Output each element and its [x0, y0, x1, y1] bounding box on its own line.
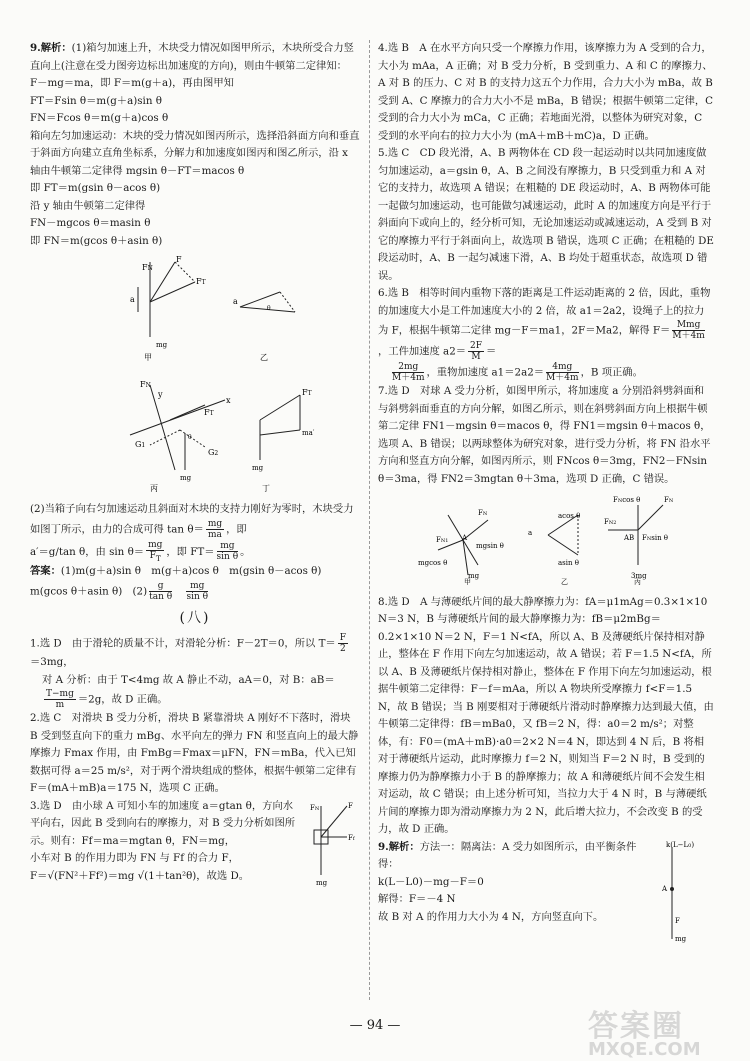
q9-right-diagram — [644, 839, 714, 949]
watermark-logo — [588, 1001, 738, 1060]
svg-text:FN: FN — [478, 509, 488, 517]
q7-paragraph: 7.选 D 对球 A 受力分析，如图甲所示，将加速度 a 分别沿斜劈斜面和与斜劈斜面垂直的方向分解，如图乙所示，则在斜劈斜面方向上根据牛顿第二定律 FN1－mgsin θ＝macos θ，得 FN1＝mgsin θ＋macos θ，选项 A、B 错误；以两球整体为研究对象，进行受力分析，将 FN 沿水平方向和竖直方向分解，如图丙所示，则 FNcos θ＝3mg，FN2－FNsin θ＝3ma，得 FN2＝3mgtan θ＋3ma，选项 D 正确，C 错误。 — [378, 385, 711, 485]
svg-text:FN: FN — [142, 263, 153, 272]
q9-part2-text-c: ，即 FT＝ — [166, 545, 215, 558]
q6-text-1: 6.选 B 相等时间内重物下落的距离是工件运动距离的 2 倍，因此，重物的加速度大小是工件加速度大小的 2 倍，故 a1＝2a2，设绳子上的拉力为 F，根据牛顿第二定律 mg－F＝ma1，2F＝Ma2，解得 F＝ — [378, 287, 711, 337]
q9-line-7: 沿 y 轴由牛顿第二定律得 — [30, 199, 146, 212]
q6-text-2c: ，B 项正确。 — [580, 366, 643, 379]
watermark-line-1: 答案圈 — [588, 1009, 684, 1044]
q6-text-1b: ，工件加速度 a2＝ — [378, 345, 467, 358]
svg-text:FNsin θ: FNsin θ — [642, 534, 669, 542]
section-heading: (八) — [179, 609, 211, 626]
q3-paragraph: 3.选 D 由小球 A 可知小车的加速度 a＝gtan θ，方向水平向右，因此 B 受到向右的摩擦力，对 B 受力分析如图所示。则有：Ff＝ma＝mgtan θ，FN＝mg， — [30, 799, 296, 847]
svg-text:A: A — [662, 884, 668, 893]
svg-text:mg: mg — [675, 934, 687, 943]
q7-force-diagrams — [378, 490, 714, 585]
q9-right-line-3: 解得：F＝－4 N — [378, 893, 456, 905]
svg-text:FT: FT — [196, 277, 206, 286]
q8-paragraph: 8.选 D A 与薄硬纸片间的最大静摩擦力为：fA＝μ1mAg＝0.3×1×10 N＝3 N，B 与薄硬纸片间的最大静摩擦力为：fB＝μ2mBg＝0.2×1×10 N＝2 N，F＝1 N<fA，所以 A、B 及薄硬纸片保持相对静止，整体在 F 作用下向左匀加速运动，故 A 错误；若 F＝1.5 N<fA，所以 A、B 及薄硬纸片保持相对静止，整体在 F 作用下向左匀加速运动，根据牛顿第二定律得：F－f＝mAa，所以 A 物块所受摩擦力 f<F＝1.5 N，故 B 错误；当 B 刚要相对于薄硬纸片滑动时静摩擦力达到最大值，由牛顿第二定律得：fB＝mBa0，又 fB＝2 N，得：a0＝2 m/s²；对整体，有：F0＝(mA＋mB)·a0＝2×2 N＝4 N，即达到 4 N 后，B 将相对于薄硬纸片运动，此时摩擦力 f＝2 N，则知当 F＝2 N 时，B 受到的摩擦力仍为静摩擦力小于 B 的静摩擦力；故 A 和薄硬纸片间不会发生相对运动，故 C 错误；由上述分析可知，当拉力大于 4 N 时，B 与薄硬纸片间的摩擦力即为滑动摩擦力为 2 N，此后增大拉力，不会改变 B 的受力，故 D 正确。 — [378, 595, 714, 835]
svg-text:AB: AB — [624, 534, 635, 542]
q1-text-1b: ＝3mg， — [30, 656, 74, 669]
force-diagram-jia-yi — [30, 252, 360, 364]
svg-text:mg: mg — [252, 463, 264, 472]
q9-answer — [30, 563, 360, 581]
page-number: — 94 — — [349, 1018, 401, 1033]
svg-text:FN: FN — [310, 803, 320, 812]
q6-text-2b: ，重物加速度 a1＝2a2＝ — [426, 366, 545, 379]
svg-text:FN: FN — [664, 496, 674, 504]
q7-fig-label-jia: 甲 — [464, 578, 471, 585]
svg-text:FN1: FN1 — [436, 536, 449, 544]
right-column — [378, 40, 714, 943]
q9-right-head: 9.解析： — [378, 840, 420, 853]
svg-text:G1: G1 — [135, 439, 146, 449]
q2-paragraph: 2.选 C 对滑块 B 受力分析，滑块 B 紧靠滑块 A 刚好不下落时，滑块 B 受到竖直向下的重力 mBg、水平向左的弹力 FN 和竖直向上的最大静摩擦力 Fmax 作用，由 FmBg＝Fmax＝μFN，FN＝mBa，代入已知数据可得 a＝25 m/s²，对于两个滑块组成的整体，根据牛顿第二定律有 F＝(mA＋mB)a＝175 N，选项 C 正确。 — [30, 712, 359, 795]
q9-line-2: F－mg＝ma，即 F＝m(g＋a)，再由图甲知 — [30, 77, 234, 89]
q9-right-text-1: 方法一：隔离法：A 受力如图所示，由平衡条件得： — [378, 840, 637, 870]
svg-text:k(L−L0): k(L−L0) — [666, 840, 695, 849]
q7-fig-label-yi: 乙 — [561, 578, 568, 585]
q9-line-4: FN＝Fcos θ＝m(g＋a)cos θ — [30, 112, 169, 124]
q9-right-line-2: k(L－L0)－mg－F＝0 — [378, 875, 484, 888]
svg-text:mgsin θ: mgsin θ — [476, 542, 504, 550]
q1-line-1: 1.选 D 由于滑轮的质量不计，对滑轮分析：F－2T＝0，所以 T＝ $\frac{F}{2}$ ＝3mg， — [30, 633, 346, 669]
svg-text:a: a — [233, 297, 238, 306]
svg-text:θ: θ — [188, 433, 192, 441]
q1-text-1: 1.选 D 由于滑轮的质量不计，对滑轮分析：F－2T＝0，所以 T＝ — [30, 637, 336, 650]
svg-text:mg: mg — [316, 878, 328, 887]
q9-part2-b: a′＝g/tan θ，由 sin θ＝ $\frac{mg}{F_T}$ ，即 FT＝ $\frac{mg}{\text{sin θ}}$ 。 — [30, 539, 251, 563]
q9-part2: (2)当箱子向右匀加速运动且斜面对木块的支持力刚好为零时，木块受力如图丁所示，由力的合成可得 tan θ＝ $\frac{mg}{ma}$ ，即 — [30, 503, 354, 540]
q9-line-5: 箱向左匀加速运动：木块的受力情况如图丙所示，选择沿斜面方向和垂直于斜面方向建立直角坐标系，分解力和加速度如图丙和图乙所示，沿 x 轴由牛顿第二定律得 mgsin θ－FT＝macos θ — [30, 129, 360, 177]
svg-text:ma′: ma′ — [302, 428, 315, 437]
q3-line-2: 小车对 B 的作用力即为 FN 与 Ff 的合力 F， — [30, 852, 239, 865]
q3-force-diagram — [302, 800, 360, 890]
force-diagram-bing-ding — [30, 375, 360, 493]
svg-text:F: F — [348, 801, 353, 810]
q3-line-3: F＝√(FN²＋Ff²)＝mg √(1＋tan²θ)，故选 D。 — [30, 869, 250, 882]
q6-line-1: 6.选 B 相等时间内重物下落的距离是工件运动距离的 2 倍，因此，重物的加速度大小是工件加速度大小的 2 倍，故 a1＝2a2，设绳子上的拉力为 F，根据牛顿第二定律 mg－F＝ma1，2F＝Ma2，解得 F＝ $\frac{\text{Mmg}}{M+4m}$ ，工件加速度 a2＝ $\frac{2F}{M}$ ＝ — [378, 287, 711, 362]
svg-text:FN: FN — [140, 379, 151, 389]
svg-text:3mg: 3mg — [631, 572, 647, 580]
svg-text:a: a — [130, 295, 135, 304]
svg-text:mg: mg — [156, 341, 168, 349]
fig-label-yi: 乙 — [260, 353, 268, 362]
svg-text:FT: FT — [302, 387, 312, 397]
q1-line-3: $\frac{T-mg}{m}$ ＝2g，故 D 正确。 — [46, 689, 168, 711]
q9-right-line-4: 故 B 对 A 的作用力大小为 4 N，方向竖直向下。 — [378, 910, 604, 923]
answer-line-1: (1)m(g＋a)sin θ m(g＋a)cos θ m(gsin θ－acos θ) — [60, 565, 322, 578]
svg-text:a: a — [528, 529, 533, 537]
svg-text:FT: FT — [204, 407, 214, 417]
svg-text:asin θ: asin θ — [558, 559, 579, 567]
q9-answer-2: m(gcos θ＋asin θ) (2) $\frac{g}{\text{tan θ}}$ $\frac{mg}{\text{sin θ}}$ — [30, 580, 209, 602]
q7-fig-label-bing: 丙 — [634, 578, 641, 585]
left-column — [30, 40, 360, 885]
svg-text:F: F — [176, 255, 182, 264]
q4-paragraph: 4.选 B A 在水平方向只受一个摩擦力作用，该摩擦力为 A 受到的合力，大小为 mAa，A 正确；对 B 受力分析，B 受到重力、A 和 C 的摩擦力、A 对 B 的压力、C 对 B 的支持力这五个力作用，合力大小为 mBa，故 B 受到 A、C 摩擦力的合力大小不是 mBa，B 错误；根据牛顿第二定律，C 受到的合力大小为 mCa，C 正确；若地面光滑，以整体为研究对象，C 受到的水平向右的拉力大小为 (mA＋mB＋mC)a，D 正确。 — [378, 42, 714, 142]
q1-text-3: ＝2g，故 D 正确。 — [77, 693, 168, 706]
svg-text:FNcos θ: FNcos θ — [613, 496, 641, 504]
svg-text:y: y — [158, 389, 163, 399]
svg-text:mgcos θ: mgcos θ — [418, 559, 448, 567]
answer-label: 答案： — [30, 565, 61, 578]
q9-line-6: 即 FT＝m(gsin θ－acos θ) — [30, 182, 161, 194]
svg-text:acos θ: acos θ — [558, 512, 581, 520]
svg-text:A: A — [462, 534, 468, 542]
q9-line-8: FN－mgcos θ＝masin θ — [30, 217, 151, 229]
svg-text:FN2: FN2 — [604, 518, 617, 526]
svg-text:mg: mg — [468, 572, 480, 580]
watermark-line-2: MXQE.COM — [588, 1039, 701, 1060]
q9-part2-text-a: (2)当箱子向右匀加速运动且斜面对木块的支持力刚好为零时，木块受力如图丁所示，由力的合成可得 tan θ＝ — [30, 503, 354, 535]
q6-line-2: $\frac{2mg}{M+4m}$ ，重物加速度 a1＝2a2＝ $\frac{4mg}{M+4m}$ ，B 项正确。 — [392, 362, 643, 383]
fig-label-ding: 丁 — [262, 483, 270, 493]
q9-right-block — [378, 839, 714, 943]
svg-text:mg: mg — [180, 473, 192, 482]
svg-text:F: F — [675, 916, 680, 925]
q9-line-9: 即 FN＝m(gcos θ＋asin θ) — [30, 234, 163, 247]
answer-line-2: m(gcos θ＋asin θ) (2) — [30, 585, 148, 598]
svg-text:x: x — [226, 395, 231, 405]
q5-paragraph: 5.选 C CD 段光滑，A、B 两物体在 CD 段一起运动时以共同加速度做匀加速运动，a＝gsin θ，A、B 之间没有摩擦力，B 只受到重力和 A 对它的支持力，故选项 A 错误；在粗糙的 DE 段运动时，A、B 两物体可能一起做匀加速运动，也可能做匀减速运动，此时 A 的加速度方向是平行于斜面向下或向上的，经分析可知，无论加速运动或减速运动，A 受到 B 对它的摩擦力平行于斜面向上，故选项 B 错误，选项 C 正确；在粗糙的 DE 段运动时，A、B 一起匀减速下滑，A、B 均处于超重状态，故选项 D 错误。 — [378, 147, 714, 282]
fig-label-bing: 丙 — [150, 483, 158, 493]
q1-line-2: 对 A 分析：由于 T<4mg 故 A 静止不动，aA＝0，对 B：aB＝ — [42, 673, 335, 686]
fig-label-jia: 甲 — [144, 353, 152, 362]
svg-text:G2: G2 — [208, 447, 219, 457]
q9-head: 9.解析： — [30, 42, 72, 54]
svg-text:Ff: Ff — [348, 833, 355, 842]
q9-paragraph-1 — [30, 40, 360, 75]
q9-line-1: (1)箱匀加速上升，木块受力情况如图甲所示，木块所受合力竖直向上(注意在受力图旁边标出加速度的方向)，则由牛顿第二定律知： — [30, 42, 354, 72]
svg-text:θ: θ — [267, 305, 271, 312]
q9-line-3: FT＝Fsin θ＝m(g＋a)sin θ — [30, 94, 162, 107]
q9-part2-text-b: a′＝g/tan θ，由 sin θ＝ — [30, 545, 145, 558]
column-divider — [369, 40, 370, 1000]
q3-block — [30, 798, 360, 886]
